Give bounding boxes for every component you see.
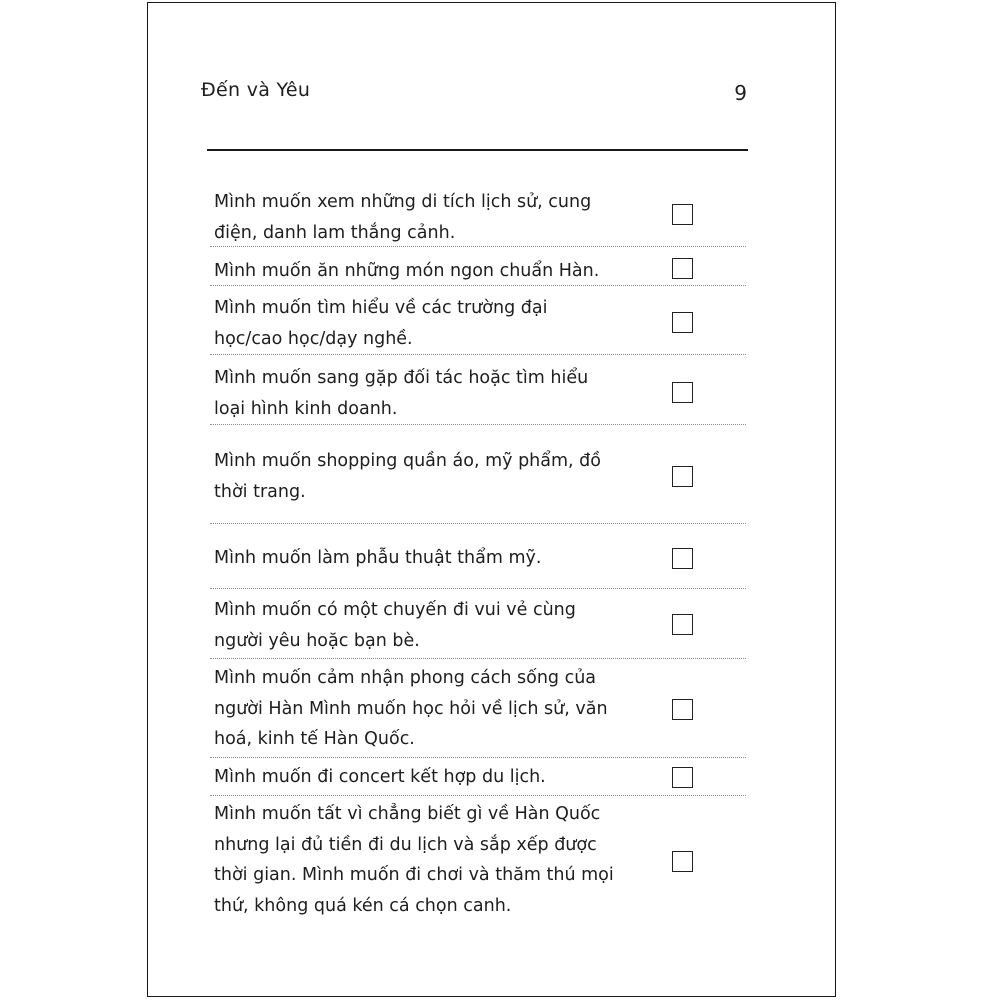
checklist-checkbox[interactable] [672,312,693,333]
row-divider [210,757,746,758]
checklist-item-text: Mình muốn ăn những món ngon chuẩn Hàn. [214,261,600,281]
checklist-item-text: Mình muốn có một chuyến đi vui vẻ cùng người yêu hoặc bạn bè. [214,600,576,651]
checklist-checkbox[interactable] [672,466,693,487]
row-divider [210,246,746,247]
row-divider [210,523,746,524]
checklist-checkbox[interactable] [672,548,693,569]
row-divider [210,424,746,425]
row-divider [210,658,746,659]
checklist-checkbox[interactable] [672,699,693,720]
running-title: Đến và Yêu [201,79,311,101]
checklist-checkbox[interactable] [672,204,693,225]
checklist-item-text: Mình muốn xem những di tích lịch sử, cung điện, danh lam thắng cảnh. [214,192,592,243]
checklist-checkbox[interactable] [672,614,693,635]
checklist-checkbox[interactable] [672,767,693,788]
row-divider [210,354,746,355]
row-divider [210,285,746,286]
checklist-checkbox[interactable] [672,851,693,872]
page-number: 9 [734,81,747,105]
checklist-item-text: Mình muốn đi concert kết hợp du lịch. [214,767,546,787]
checklist-item-text: Mình muốn tất vì chẳng biết gì về Hàn Quốc nhưng lại đủ tiền đi du lịch và sắp xếp được thời gian. Mình muốn đi chơi và thăm thú mọi thứ, không quá kén cá chọn canh. [214,804,614,916]
book-page [147,2,836,997]
checklist-item-text: Mình muốn tìm hiểu về các trường đại học/cao học/dạy nghề. [214,298,548,349]
checklist-checkbox[interactable] [672,382,693,403]
row-divider [210,588,746,589]
checklist-item-text: Mình muốn shopping quần áo, mỹ phẩm, đồ thời trang. [214,451,601,502]
checklist-item-text: Mình muốn sang gặp đối tác hoặc tìm hiểu loại hình kinh doanh. [214,368,589,419]
checklist-item-text: Mình muốn làm phẫu thuật thẩm mỹ. [214,548,542,568]
checklist-checkbox[interactable] [672,258,693,279]
row-divider [210,795,746,796]
checklist [148,3,835,996]
checklist-item-text: Mình muốn cảm nhận phong cách sống của người Hàn Mình muốn học hỏi về lịch sử, văn hoá, kinh tế Hàn Quốc. [214,668,608,749]
